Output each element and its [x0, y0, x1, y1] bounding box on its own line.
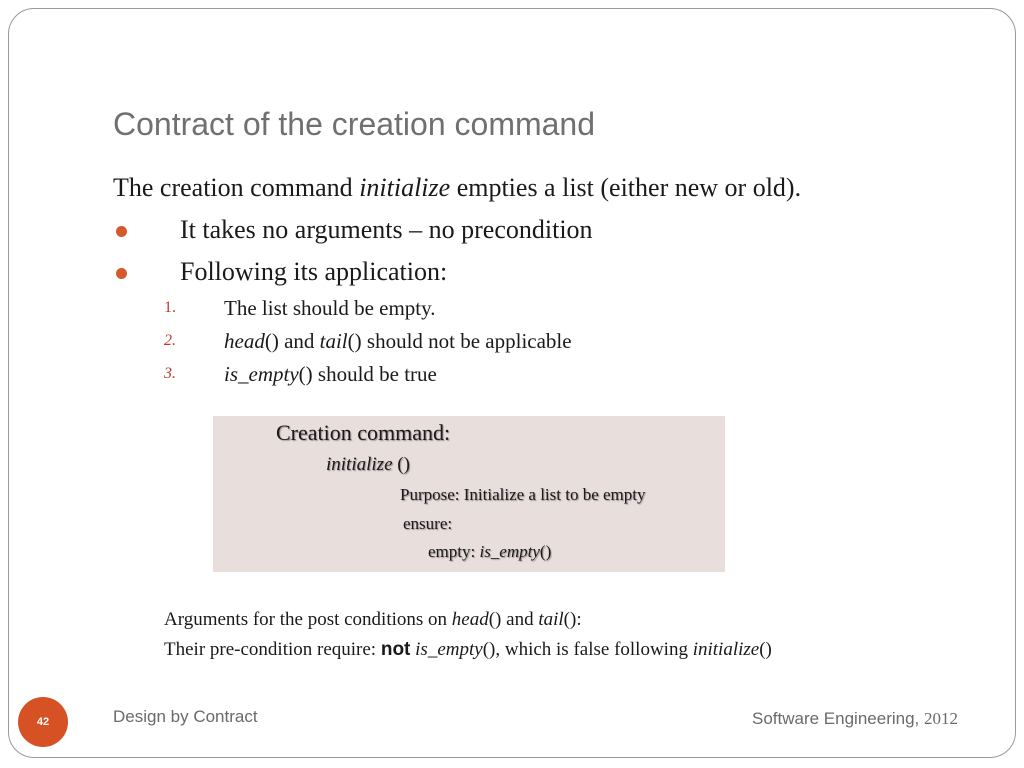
bullet-dot-icon	[116, 268, 127, 279]
footer-right-text: Software Engineering, 2012	[752, 709, 958, 728]
bullet-dot-icon	[116, 226, 127, 237]
bullet-text: It takes no arguments – no precondition	[180, 215, 593, 244]
item-text: is_empty() should be true	[224, 362, 437, 386]
item-number: 3.	[164, 365, 176, 382]
intro-italic: initialize	[359, 173, 451, 202]
bullet-text: Following its application:	[180, 257, 448, 286]
item-number: 2.	[164, 332, 176, 349]
item-text: The list should be empty.	[224, 296, 436, 320]
item-number: 1.	[164, 299, 176, 316]
page-number-badge: 42	[18, 697, 68, 747]
codebox-ensure: ensure:	[403, 514, 453, 533]
footer-left-text: Design by Contract	[113, 707, 258, 726]
contract-code-box	[213, 416, 725, 572]
note-bold-not: not	[380, 639, 411, 660]
note-line-1: Arguments for the post conditions on head() and tail():	[164, 609, 582, 630]
codebox-purpose: Purpose: Initialize a list to be empty	[400, 485, 646, 504]
codebox-command: initialize ()	[326, 454, 410, 475]
item-text: head() and tail() should not be applicable	[224, 329, 572, 353]
slide-title: Contract of the creation command	[113, 106, 596, 142]
note-line-2: Their pre-condition require: not is_empty(), which is false following initialize()	[164, 639, 772, 660]
codebox-heading: Creation command:	[276, 420, 451, 445]
intro-line	[113, 173, 801, 203]
intro-text-after: empties a list (either new or old).	[450, 173, 802, 202]
codebox-empty-clause: empty: is_empty()	[428, 542, 552, 561]
intro-text-before: The creation command	[113, 173, 360, 202]
